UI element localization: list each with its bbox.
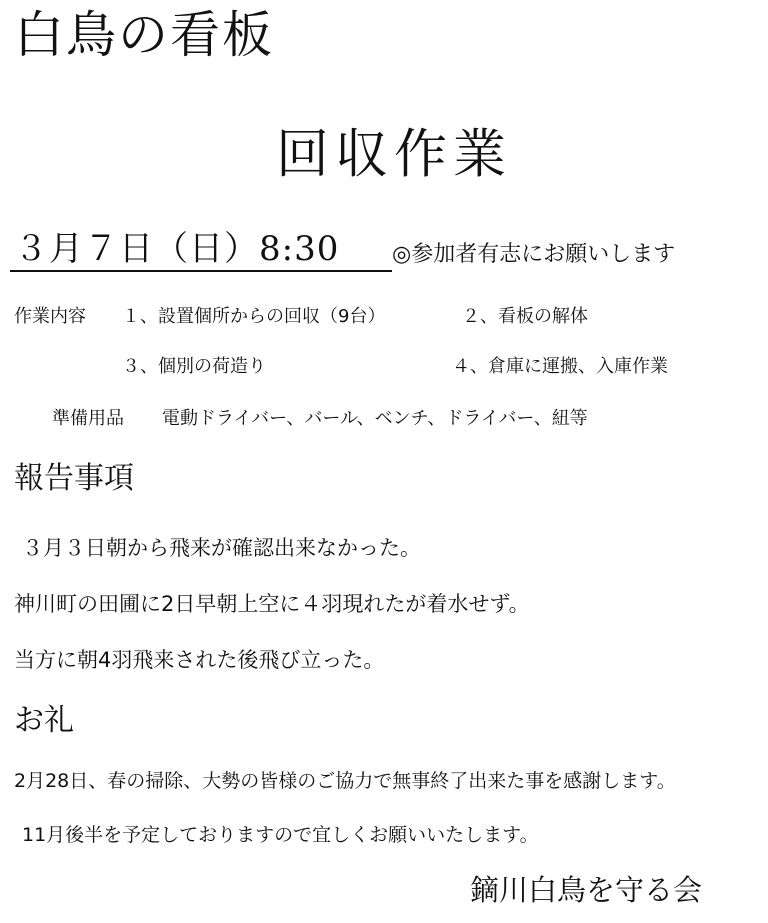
task-item-1: １、設置個所からの回収（9台） [122,306,386,327]
report-line: 神川町の田圃に2日早朝上空に４羽現れたが着水せず。 [14,592,530,616]
task-item-4: ４、倉庫に運搬、入庫作業 [452,356,668,377]
date-underline [10,270,392,272]
title-line-2: 回収作業 [276,124,512,185]
event-date: ３月７日（日）8:30 [14,229,340,269]
report-heading: 報告事項 [14,461,134,496]
title-line-1: 白鳥の看板 [14,6,274,64]
organization-name: 鏑川白鳥を守る会 [470,873,703,907]
thanks-line: 2月28日、春の掃除、大勢の皆様のご協力で無事終了出来た事を感謝します。 [14,770,676,792]
thanks-heading: お礼 [14,703,74,738]
preparation-items: 電動ドライバー、バール、ベンチ、ドライバー、紐等 [162,408,588,429]
task-item-2: ２、看板の解体 [462,306,588,327]
report-line: 当方に朝4羽飛来された後飛び立った。 [14,648,385,672]
preparation-label: 準備用品 [52,408,124,429]
participant-appeal: ◎参加者有志にお願いします [392,242,676,267]
report-line: ３月３日朝から飛来が確認出来なかった。 [22,536,421,560]
task-item-3: ３、個別の荷造り [122,356,266,377]
work-contents-label: 作業内容 [14,306,86,327]
thanks-line: 11月後半を予定しておりますので宜しくお願いいたします。 [22,824,539,846]
